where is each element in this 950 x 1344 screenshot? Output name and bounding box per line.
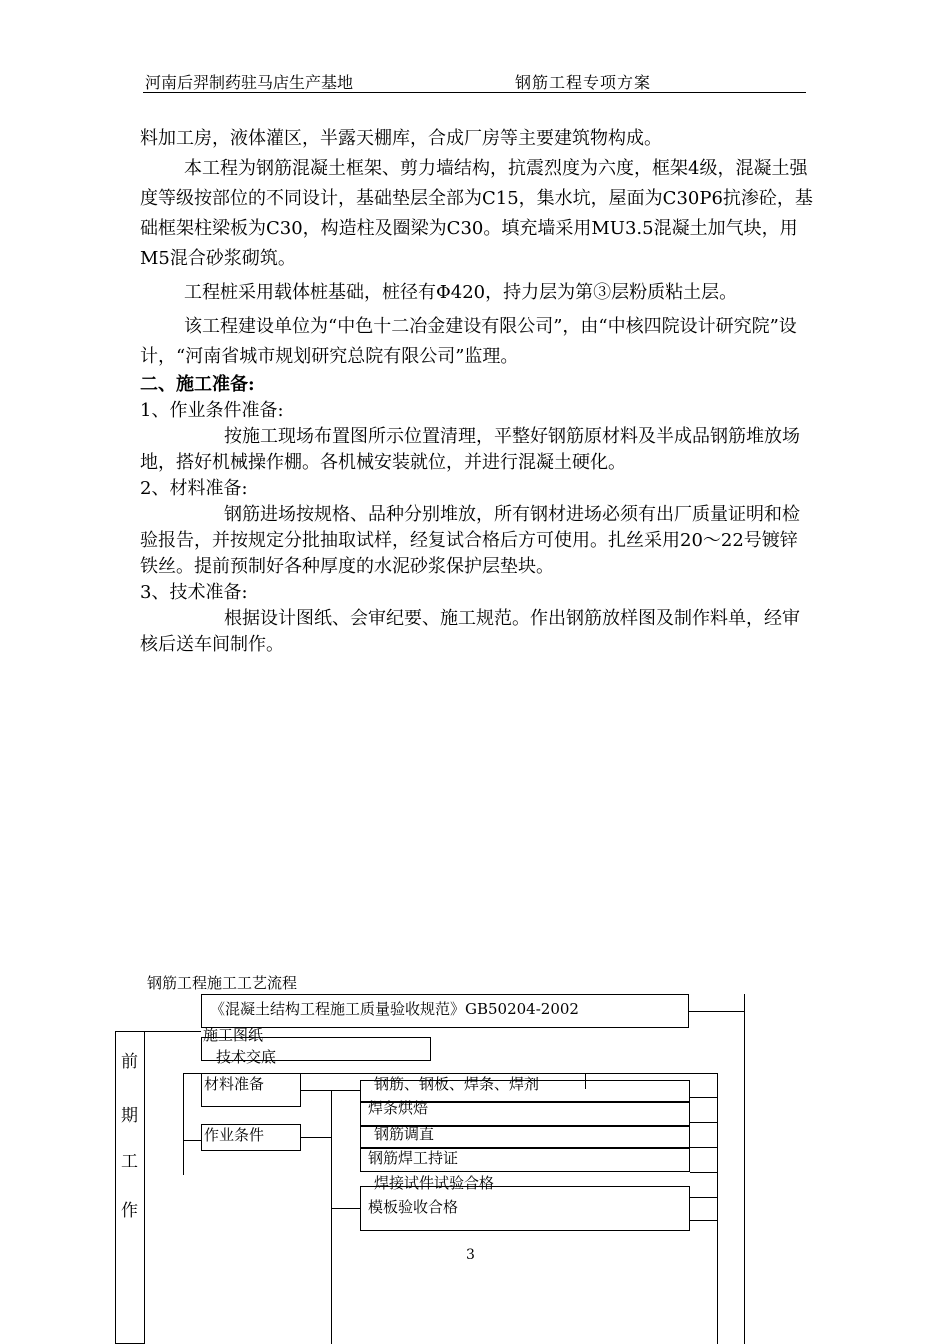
drawings-label: 施工图纸 (203, 1026, 264, 1044)
right-feeder-1 (690, 1097, 717, 1098)
subsection-2-text: 钢筋进场按规格、品种分别堆放，所有钢材进场必须有出厂质量证明和检验报告，并按规定分批抽取试样，经复试合格后方可使用。扎丝采用20～22号镀锌铁丝。提前预制好各种厚度的水泥砂浆保护层垫块。 (140, 504, 800, 577)
connector-left-top (145, 1031, 201, 1032)
connector-steel-to-trunk (331, 1090, 360, 1091)
tech-disclosure-label: 技术交底 (216, 1048, 277, 1066)
header-doc-title: 钢筋工程专项方案 (515, 73, 652, 92)
early-work-char-3: 工 (121, 1152, 138, 1172)
right-feeder-4 (690, 1172, 717, 1173)
flowchart-caption: 钢筋工程施工工艺流程 (147, 974, 298, 992)
connector-right-trunk (331, 1090, 332, 1344)
right-connector-trunk (717, 1073, 718, 1344)
connector-formwork-to-trunk (331, 1208, 360, 1209)
early-work-char-4: 作 (121, 1201, 138, 1221)
section-2-title: 二、施工准备: (140, 374, 255, 395)
header-project-name: 河南后羿制药驻马店生产基地 (145, 73, 354, 92)
spec-label: 《混凝土结构工程施工质量验收规范》GB50204-2002 (210, 1000, 579, 1018)
early-work-box (115, 1031, 145, 1344)
formwork-label: 模板验收合格 (368, 1198, 459, 1216)
right-connector-top (301, 1073, 717, 1074)
early-work-char-1: 前 (121, 1052, 138, 1072)
material-label: 材料准备 (204, 1075, 265, 1093)
page-number: 3 (466, 1247, 475, 1263)
steel-items-tick (585, 1073, 586, 1089)
connector-material-right (301, 1090, 331, 1091)
connector-left-down (183, 1140, 184, 1175)
connector-to-workcond (183, 1140, 201, 1141)
subsection-3-text: 根据设计图纸、会审纪要、施工规范。作出钢筋放样图及制作料单，经审核后送车间制作。 (140, 608, 800, 655)
subsection-3-title: 3、技术准备: (140, 582, 248, 603)
spec-right-connector (689, 1011, 744, 1012)
welder-cert-label: 钢筋焊工持证 (368, 1149, 459, 1167)
right-feeder-6 (690, 1220, 717, 1221)
straighten-label: 钢筋调直 (374, 1125, 435, 1143)
right-feeder-3 (690, 1147, 717, 1148)
connector-to-material (183, 1073, 201, 1074)
paragraph-3: 工程桩采用载体桩基础，桩径有Φ420，持力层为第③层粉质粘土层。 (184, 282, 738, 303)
paragraph-4: 该工程建设单位为“中色十二冶金建设有限公司”，由“中核四院设计研究院”设计，“河南省城市规划研究总院有限公司”监理。 (140, 316, 797, 367)
work-condition-label: 作业条件 (204, 1126, 265, 1144)
subsection-1-title: 1、作业条件准备: (140, 400, 284, 421)
right-feeder-2 (690, 1122, 717, 1123)
subsection-1-text: 按施工现场布置图所示位置清理，平整好钢筋原材料及半成品钢筋堆放场地，搭好机械操作棚。各机械安装就位，并进行混凝土硬化。 (140, 426, 800, 473)
right-feeder-5 (690, 1197, 717, 1198)
steel-items-label: 钢筋、钢板、焊条、焊剂 (374, 1075, 540, 1093)
weld-test-label: 焊接试件试验合格 (374, 1174, 495, 1192)
rod-bake-label: 焊条烘焙 (368, 1099, 429, 1117)
spec-right-drop (744, 994, 745, 1344)
subsection-2-title: 2、材料准备: (140, 478, 248, 499)
connector-workcond-right (301, 1137, 331, 1138)
early-work-char-2: 期 (121, 1106, 138, 1126)
paragraph-2: 本工程为钢筋混凝土框架、剪力墙结构，抗震烈度为六度，框架4级，混凝土强度等级按部位的不同设计，基础垫层全部为C15，集水坑，屋面为C30P6抗渗砼，基础框架柱梁板为C30，构造柱及圈梁为C30。填充墙采用MU3.5混凝土加气块，用M5混合砂浆砌筑。 (140, 158, 813, 269)
paragraph-1: 料加工房，液体灌区，半露天棚库，合成厂房等主要建筑物构成。 (140, 128, 662, 149)
